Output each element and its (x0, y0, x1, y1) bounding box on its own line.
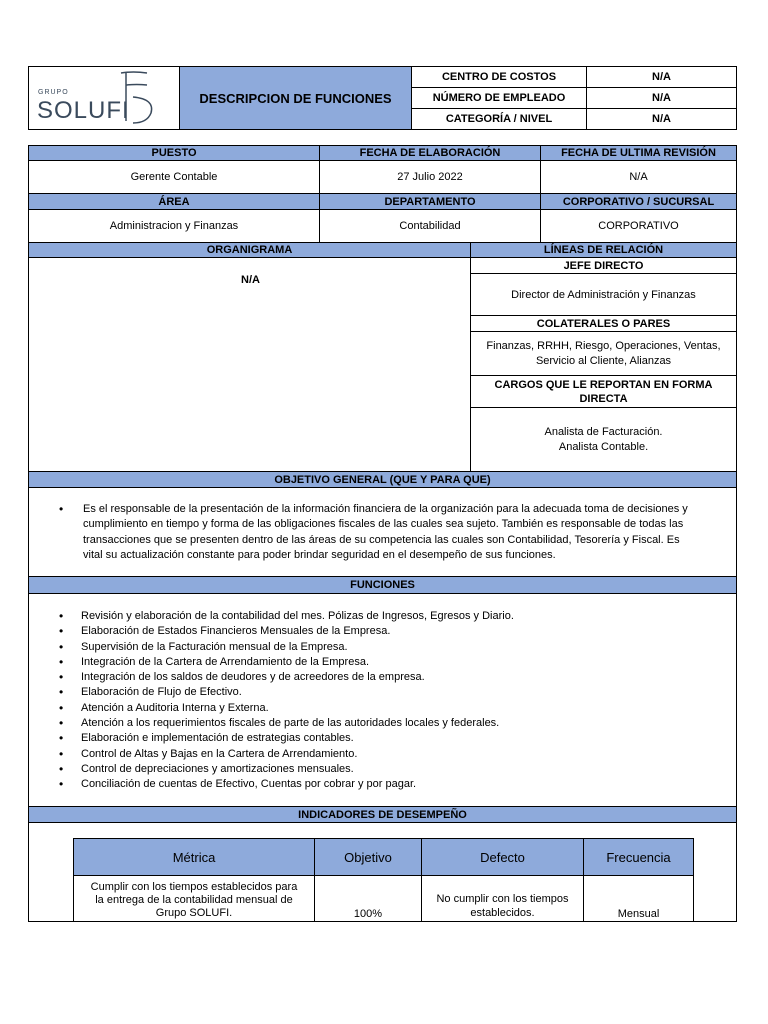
logo-grupo-text: GRUPO (38, 89, 69, 96)
list-item: • Atención a Auditoria Interna y Externa. (55, 701, 715, 716)
objetivo-column-header: Objetivo (315, 839, 422, 876)
numero-empleado-value: N/A (586, 87, 737, 109)
list-item: • Elaboración de Flujo de Efectivo. (55, 685, 715, 700)
corporativo-value: CORPORATIVO (540, 209, 737, 243)
metrica-line-2: la entrega de la contabilidad mensual de (95, 894, 293, 906)
funciones-list (55, 609, 715, 793)
numero-empleado-label: NÚMERO DE EMPLEADO (411, 87, 587, 109)
metrica-cell (74, 876, 315, 922)
objetivo-text (83, 502, 729, 563)
puesto-header: PUESTO (28, 145, 320, 161)
fecha-elaboracion-header: FECHA DE ELABORACIÓN (319, 145, 541, 161)
cargos-label (470, 375, 737, 408)
objetivo-line-1: Es el responsable de la presentación de la información financiera de la organización para la adecuada toma de decisiones y (83, 503, 688, 515)
cargos-label-line-2: DIRECTA (579, 392, 628, 405)
defecto-line-1: No cumplir con los tiempos (436, 893, 569, 905)
organigrama-value: N/A (241, 274, 260, 286)
metrica-line-1: Cumplir con los tiempos establecidos para (90, 881, 298, 893)
colaterales-label: COLATERALES O PARES (470, 315, 737, 332)
indicadores-header: INDICADORES DE DESEMPEÑO (28, 806, 737, 823)
list-item: • Integración de los saldos de deudores y de acreedores de la empresa. (55, 670, 715, 685)
objetivo-header: OBJETIVO GENERAL (QUE Y PARA QUE) (28, 471, 737, 488)
colaterales-line-1: Finanzas, RRHH, Riesgo, Operaciones, Ventas, (486, 339, 721, 352)
departamento-value: Contabilidad (319, 209, 541, 243)
list-item: • Conciliación de cuentas de Efectivo, Cuentas por cobrar y por pagar. (55, 777, 715, 792)
departamento-header: DEPARTAMENTO (319, 193, 541, 210)
metrica-column-header: Métrica (74, 839, 315, 876)
colaterales-line-2: Servicio al Cliente, Alianzas (535, 354, 672, 367)
defecto-line-2: establecidos. (470, 907, 535, 919)
objetivo-line-3: transacciones que se presenten dentro de las áreas de su competencia las cuales son Contabilidad, Tesorería y Fiscal. Es (83, 533, 680, 546)
corporativo-header: CORPORATIVO / SUCURSAL (540, 193, 737, 210)
document-title-text: DESCRIPCION DE FUNCIONES (199, 90, 392, 106)
cargos-label-line-1: CARGOS QUE LE REPORTAN EN FORMA (494, 378, 713, 391)
document-title (179, 66, 412, 130)
list-item: • Elaboración e implementación de estrategias contables. (55, 731, 715, 746)
puesto-value: Gerente Contable (28, 160, 320, 194)
fecha-elaboracion-value: 27 Julio 2022 (319, 160, 541, 194)
list-item: • Elaboración de Estados Financieros Mensuales de la Empresa. (55, 624, 715, 639)
colaterales-value (470, 331, 737, 376)
list-item: • Control de Altas y Bajas en la Cartera de Arrendamiento. (55, 747, 715, 762)
defecto-column-header: Defecto (422, 839, 584, 876)
area-value: Administracion y Finanzas (28, 209, 320, 243)
list-item: • Atención a los requerimientos fiscales de parte de las autoridades locales y federales. (55, 716, 715, 731)
organigrama-box (28, 257, 471, 472)
categoria-value: N/A (586, 108, 737, 130)
logo-solufi-text: SOLUFI (37, 97, 130, 124)
metrica-line-3: Grupo SOLUFI. (155, 907, 233, 919)
categoria-label: CATEGORÍA / NIVEL (411, 108, 587, 130)
cargos-line-1: Analista de Facturación. (544, 425, 663, 438)
frecuencia-column-header: Frecuencia (584, 839, 694, 876)
centro-costos-value: N/A (586, 66, 737, 88)
indicadores-table (73, 838, 694, 922)
objetivo-bullet: • (59, 502, 64, 516)
list-item: • Control de depreciaciones y amortizaciones mensuales. (55, 762, 715, 777)
cargos-line-2: Analista Contable. (558, 440, 649, 453)
jefe-directo-label: JEFE DIRECTO (470, 257, 737, 274)
cargos-value (470, 407, 737, 472)
logo-cell (28, 66, 180, 130)
objetivo-box (28, 487, 737, 577)
lineas-relacion-header: LÍNEAS DE RELACIÓN (470, 242, 737, 258)
funciones-box (28, 593, 737, 807)
centro-costos-label: CENTRO DE COSTOS (411, 66, 587, 88)
area-header: ÁREA (28, 193, 320, 210)
list-item: • Supervisión de la Facturación mensual de la Empresa. (55, 640, 715, 655)
objetivo-cell: 100% (315, 876, 422, 922)
defecto-cell (422, 876, 584, 922)
frecuencia-cell: Mensual (584, 876, 694, 922)
fecha-revision-value: N/A (540, 160, 737, 194)
jefe-directo-value: Director de Administración y Finanzas (470, 273, 737, 316)
objetivo-line-4: vital su actualización constante para poder brindar seguridad en el desempeño de sus funciones. (83, 548, 556, 561)
organigrama-header: ORGANIGRAMA (28, 242, 471, 258)
funciones-header: FUNCIONES (28, 576, 737, 594)
table-row (74, 876, 694, 922)
list-item: • Integración de la Cartera de Arrendamiento de la Empresa. (55, 655, 715, 670)
list-item: • Revisión y elaboración de la contabilidad del mes. Pólizas de Ingresos, Egresos y Diario. (55, 609, 715, 624)
table-header-row (74, 839, 694, 876)
fecha-revision-header: FECHA DE ULTIMA REVISIÓN (540, 145, 737, 161)
objetivo-line-2: cumplimiento en tiempo y forma de las obligaciones fiscales de las cuales sea sujeto. También es responsable de todas las (83, 518, 684, 531)
